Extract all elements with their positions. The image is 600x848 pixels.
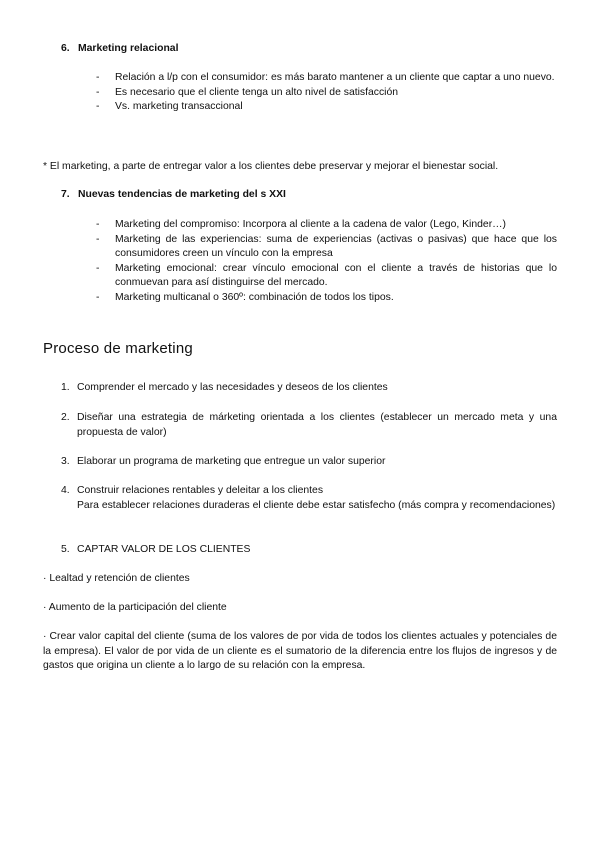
captar-item-participacion: · Aumento de la participación del cliente (43, 602, 227, 613)
process-step-4: 4. Construir relaciones rentables y deleitar a los clientes Para establecer relaciones duraderas el cliente debe estar satisfecho (más compra y recomendaciones) (61, 484, 557, 513)
list-item: - Marketing de las experiencias: suma de experiencias (activas o pasivas) que hace que los consumidores creen un vínculo con la empresa (96, 233, 557, 259)
list-item: - Marketing multicanal o 360º: combinación de todos los tipos. (96, 291, 394, 303)
section-6-list (96, 71, 557, 115)
process-step-4-detail: Para establecer relaciones duraderas el cliente debe estar satisfecho (más compra y recomendaciones) (77, 499, 556, 511)
list-item: - Vs. marketing transaccional (96, 101, 243, 112)
process-step-1: 1. Comprender el mercado y las necesidades y deseos de los clientes (61, 382, 388, 393)
section-7-list (96, 218, 557, 305)
list-item: - Relación a l/p con el consumidor: es más barato mantener a un cliente que captar a uno nuevo. (96, 72, 555, 83)
section-7-title: Nuevas tendencias de marketing del s XXI (78, 189, 286, 200)
captar-item-valor-capital: · Crear valor capital del cliente (suma de los valores de por vida de todos los clientes actuales y potenciales de la empresa). El valor de por vida de un cliente es el sumatorio de la diferencia entre los flujos de ingresos y de gastos que origina un cliente a lo largo de su relación con la empresa. (43, 631, 557, 671)
section-7-number: 7. (61, 189, 70, 200)
list-item: - Marketing emocional: crear vínculo emocional con el cliente a través de historias que lo conmuevan para así distinguirse del mercado. (96, 262, 557, 288)
section-6-title: Marketing relacional (78, 43, 179, 54)
list-item: - Es necesario que el cliente tenga un alto nivel de satisfacción (96, 86, 399, 98)
section-heading-proceso: Proceso de marketing (43, 340, 193, 357)
process-step-3: 3. Elaborar un programa de marketing que entregue un valor superior (61, 456, 386, 467)
process-step-5: 5. CAPTAR VALOR DE LOS CLIENTES (61, 544, 251, 555)
captar-item-lealtad: · Lealtad y retención de clientes (43, 573, 190, 584)
list-item: - Marketing del compromiso: Incorpora al cliente a la cadena de valor (Lego, Kinder…) (96, 219, 507, 230)
social-note: * El marketing, a parte de entregar valor a los clientes debe preservar y mejorar el bienestar social. (43, 161, 499, 172)
section-6-number: 6. (61, 43, 70, 54)
process-step-2: 2. Diseñar una estrategia de márketing orientada a los clientes (establecer un mercado meta y una propuesta de valor) (61, 412, 557, 438)
